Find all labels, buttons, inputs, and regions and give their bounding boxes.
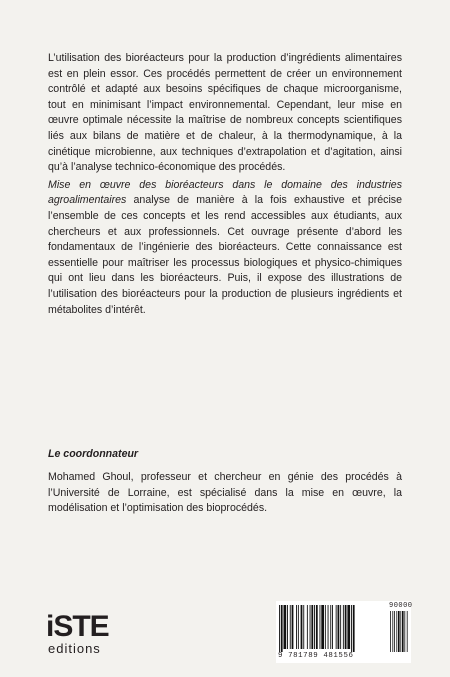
- barcode-bar: [321, 605, 324, 649]
- barcode-bar: [311, 605, 313, 649]
- barcode-bar: [296, 605, 297, 649]
- barcode-bar: [347, 605, 350, 649]
- coordinator-bio-text: Mohamed Ghoul, professeur et chercheur en génie des procédés à l’Université de Lorraine, est spécialisé dans la mise en œuvre, la modélisation et l’optimisation des bioprocédés.: [48, 471, 402, 515]
- barcode-bar: [290, 605, 291, 649]
- barcode-addon-bar: [402, 611, 404, 652]
- blurb-paragraph-2-text: analyse de manière à la fois exhaustive et précise l’ensemble de ces concepts et les rend accessibles aux étudiants, aux chercheurs et aux professionnels. Cet ouvrage présente d’abord les fondamentaux de l’ingénierie des bioréacteurs. Cette connaissance est essentielle pour maîtriser les processus biologiques et physico-chimiques qui ont lieu dans les bioréacteurs. Puis, il expose des illustrations de l’utilisation des bioréacteurs pour la production de plusieurs ingrédients et métabolites d’intérêt.: [48, 194, 402, 316]
- publisher-logo: [46, 610, 142, 658]
- barcode-bar: [310, 605, 311, 649]
- barcode-bar: [353, 605, 355, 652]
- barcode-bar: [303, 605, 304, 649]
- barcode-addon-bar: [398, 611, 400, 652]
- barcode-bar: [343, 605, 344, 649]
- barcode-bar: [332, 605, 333, 649]
- barcode-bar: [328, 605, 329, 649]
- barcode-bar: [307, 605, 308, 649]
- logo-iste-text: iSTE: [46, 610, 109, 643]
- barcode-addon-bar: [394, 611, 395, 652]
- barcode-addon-bar: [404, 611, 405, 652]
- barcode-bar: [351, 605, 352, 652]
- coordinator-bio: [48, 470, 402, 517]
- barcode-addon-bar: [400, 611, 401, 652]
- barcode-addon-bar: [407, 611, 408, 652]
- blurb-paragraph-2: [48, 178, 402, 318]
- barcode-bar: [281, 605, 283, 652]
- barcode-bar: [338, 605, 340, 649]
- barcode-number: 9 781789 481556: [278, 652, 354, 660]
- back-cover-blurb: [48, 51, 402, 318]
- barcode-bar: [340, 605, 341, 649]
- barcode-bar: [284, 605, 287, 649]
- barcode-bar: [325, 605, 326, 649]
- barcode-bar: [330, 605, 331, 649]
- barcode-bar: [314, 605, 315, 649]
- blurb-paragraph-1: L’utilisation des bioréacteurs pour la production d’ingrédients alimentaires est en plein essor. Ces procédés permettent de créer un environnement contrôlé et adapté aux besoins spécifiques de chaque microorganisme, tout en minimisant l’impact environnemental. Cependant, leur mise en œuvre optimale nécessite la maîtrise de nombreux concepts scientifiques liés aux bilans de matière et de chaleur, à la thermodynamique, à la cinétique microbienne, aux techniques d’extrapolation et d’agitation, ainsi qu’à l’analyse technico-économique des procédés.: [48, 52, 402, 174]
- book-title: Mise en œuvre des bioréacteurs dans le domaine des industries agroalimentaires: [48, 178, 402, 207]
- barcode-bar: [345, 605, 347, 649]
- barcode-bar: [316, 605, 318, 649]
- barcode-bar: [298, 605, 299, 649]
- barcode-addon-bar: [390, 611, 391, 652]
- coordinator-heading: Le coordonnateur: [48, 448, 139, 460]
- barcode-bar: [320, 605, 321, 649]
- barcode-bar: [292, 605, 294, 649]
- barcode-bar: [279, 605, 280, 652]
- logo-editions-text: editions: [48, 641, 101, 656]
- barcode-bar: [301, 605, 303, 649]
- barcode-addon-bar: [396, 611, 397, 652]
- isbn-barcode: [276, 601, 411, 663]
- barcode-bar: [336, 605, 337, 649]
- barcode-addon-bar: [392, 611, 393, 652]
- barcode-price-addon: 90000: [389, 602, 413, 610]
- barcode-bar: [287, 605, 288, 649]
